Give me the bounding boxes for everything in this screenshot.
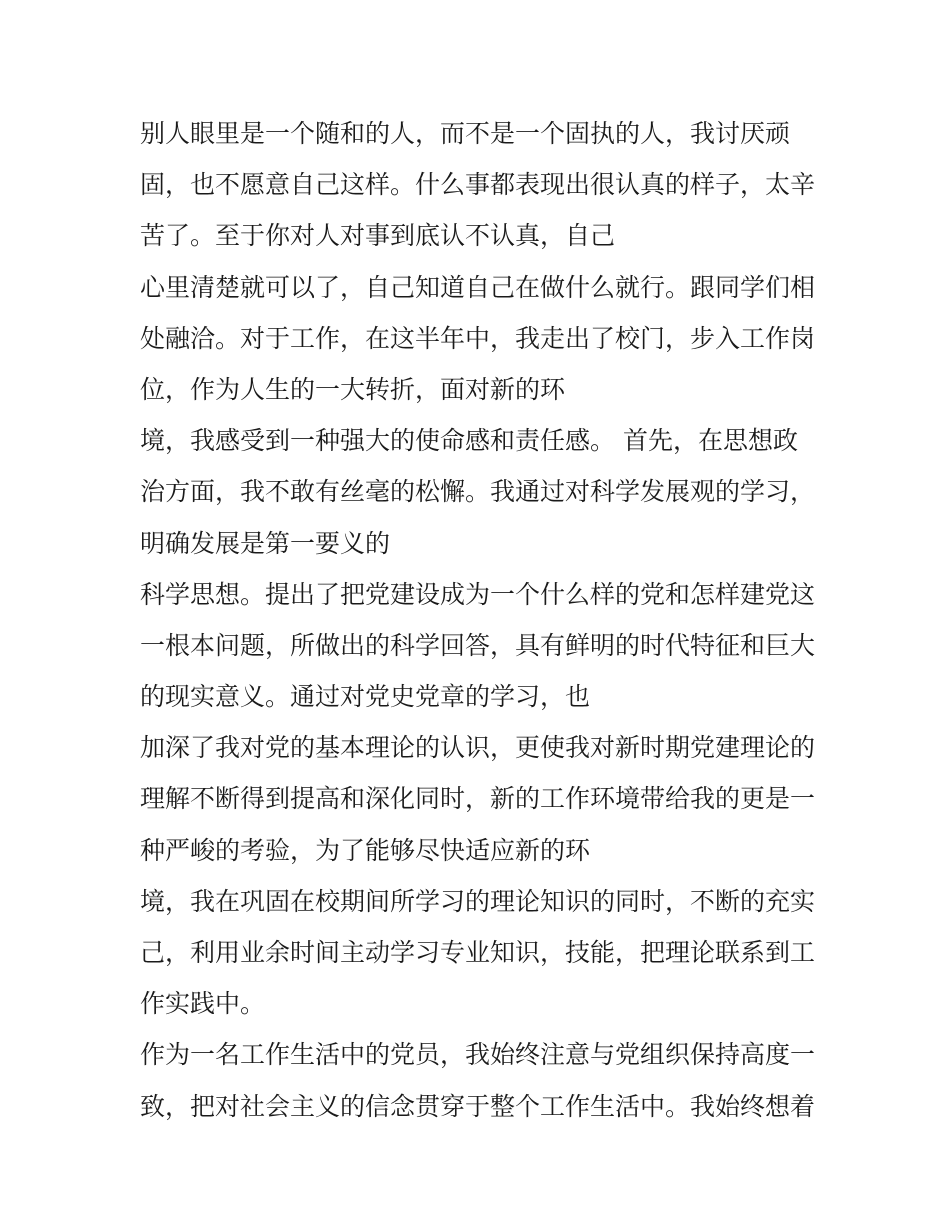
- text-line: 作实践中。: [140, 989, 266, 1019]
- text-line: 致，把对社会主义的信念贯穿于整个工作生活中。我始终想着: [140, 1091, 816, 1121]
- text-line: 明确发展是第一要义的: [140, 528, 391, 558]
- text-line: 固，也不愿意自己这样。什么事都表现出很认真的样子，太辛: [140, 170, 816, 200]
- text-line: 心里清楚就可以了，自己知道自己在做什么就行。跟同学们相: [140, 272, 816, 302]
- text-line: 种严峻的考验，为了能够尽快适应新的环: [140, 835, 591, 865]
- text-line: 苦了。至于你对人对事到底认不认真，自己: [140, 221, 616, 251]
- text-line: 别人眼里是一个随和的人，而不是一个固执的人，我讨厌顽: [140, 119, 791, 148]
- text-line: 己，利用业余时间主动学习专业知识，技能，把理论联系到工: [140, 938, 816, 967]
- text-line: 作为一名工作生活中的党员，我始终注意与党组织保持高度一: [140, 1040, 816, 1070]
- document-body-text: [140, 108, 820, 1132]
- text-line: 理解不断得到提高和深化同时，新的工作环境带给我的更是一: [140, 784, 816, 814]
- text-line: 境，我在巩固在校期间所学习的理论知识的同时，不断的充实: [140, 886, 816, 916]
- text-line: 位，作为人生的一大转折，面对新的环: [140, 374, 566, 404]
- text-line: 的现实意义。通过对党史党章的学习，也: [140, 682, 591, 712]
- text-line: 一根本问题，所做出的科学回答，具有鲜明的时代特征和巨大: [140, 630, 816, 660]
- text-line: 境，我感受到一种强大的使命感和责任感。 首先，在思想政: [140, 426, 798, 456]
- text-line: 科学思想。提出了把党建设成为一个什么样的党和怎样建党这: [140, 579, 816, 609]
- text-line: 治方面，我不敢有丝毫的松懈。我通过对科学发展观的学习，: [140, 477, 816, 507]
- text-line: 加深了我对党的基本理论的认识，更使我对新时期党建理论的: [140, 733, 816, 763]
- text-line: 处融洽。对于工作，在这半年中，我走出了校门，步入工作岗: [140, 323, 816, 353]
